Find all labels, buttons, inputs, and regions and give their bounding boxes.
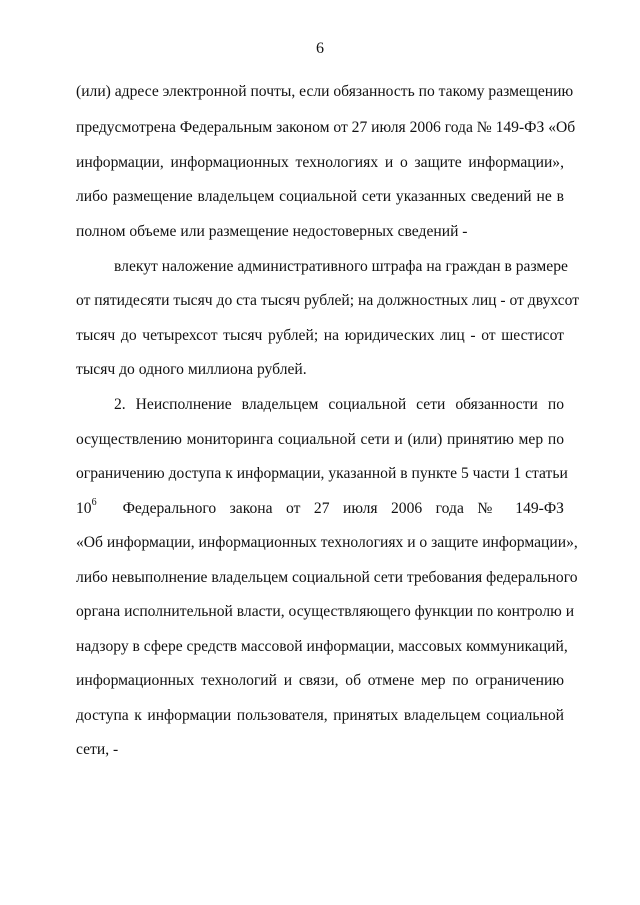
text-line: тысяч до одного миллиона рублей. <box>76 361 307 378</box>
text-line: доступа к информации пользователя, принятых владельцем социальной <box>76 707 564 724</box>
page-number: 6 <box>316 40 324 57</box>
text-line: сети, - <box>76 741 119 758</box>
text-line: надзору в сфере средств массовой информации, массовых коммуникаций, <box>76 638 568 655</box>
text-line: Федерального закона от 27 июля 2006 года № 149-ФЗ <box>122 500 564 517</box>
text-line: тысяч до четырехсот тысяч рублей; на юридических лиц - от шестисот <box>76 327 564 344</box>
text-line: либо невыполнение владельцем социальной сети требования федерального <box>76 569 578 586</box>
text-line-article-ref <box>76 496 564 519</box>
text-line: «Об информации, информационных технологиях и о защите информации», <box>76 534 578 551</box>
text-line: органа исполнительной власти, осуществляющего функции по контролю и <box>76 603 575 620</box>
text-line: предусмотрена Федеральным законом от 27 июля 2006 года № 149-ФЗ «Об <box>76 119 576 136</box>
text-line: 2. Неисполнение владельцем социальной сети обязанности по <box>114 396 564 413</box>
text-line: информационных технологий и связи, об отмене мер по ограничению <box>76 672 564 689</box>
text-line: ограничению доступа к информации, указанной в пункте 5 части 1 статьи <box>76 465 568 482</box>
text-line: (или) адресе электронной почты, если обязанность по такому размещению <box>76 83 574 100</box>
text-line: влекут наложение административного штрафа на граждан в размере <box>114 258 568 275</box>
text-line: полном объеме или размещение недостоверных сведений - <box>76 223 468 240</box>
text-line: либо размещение владельцем социальной сети указанных сведений не в <box>76 188 564 205</box>
text-line: информации, информационных технологиях и о защите информации», <box>76 154 564 171</box>
text-line: осуществлению мониторинга социальной сети и (или) принятию мер по <box>76 431 564 448</box>
text-line: от пятидесяти тысяч до ста тысяч рублей; на должностных лиц - от двухсот <box>76 292 580 309</box>
article-number: $10^6$ <box>76 496 97 517</box>
